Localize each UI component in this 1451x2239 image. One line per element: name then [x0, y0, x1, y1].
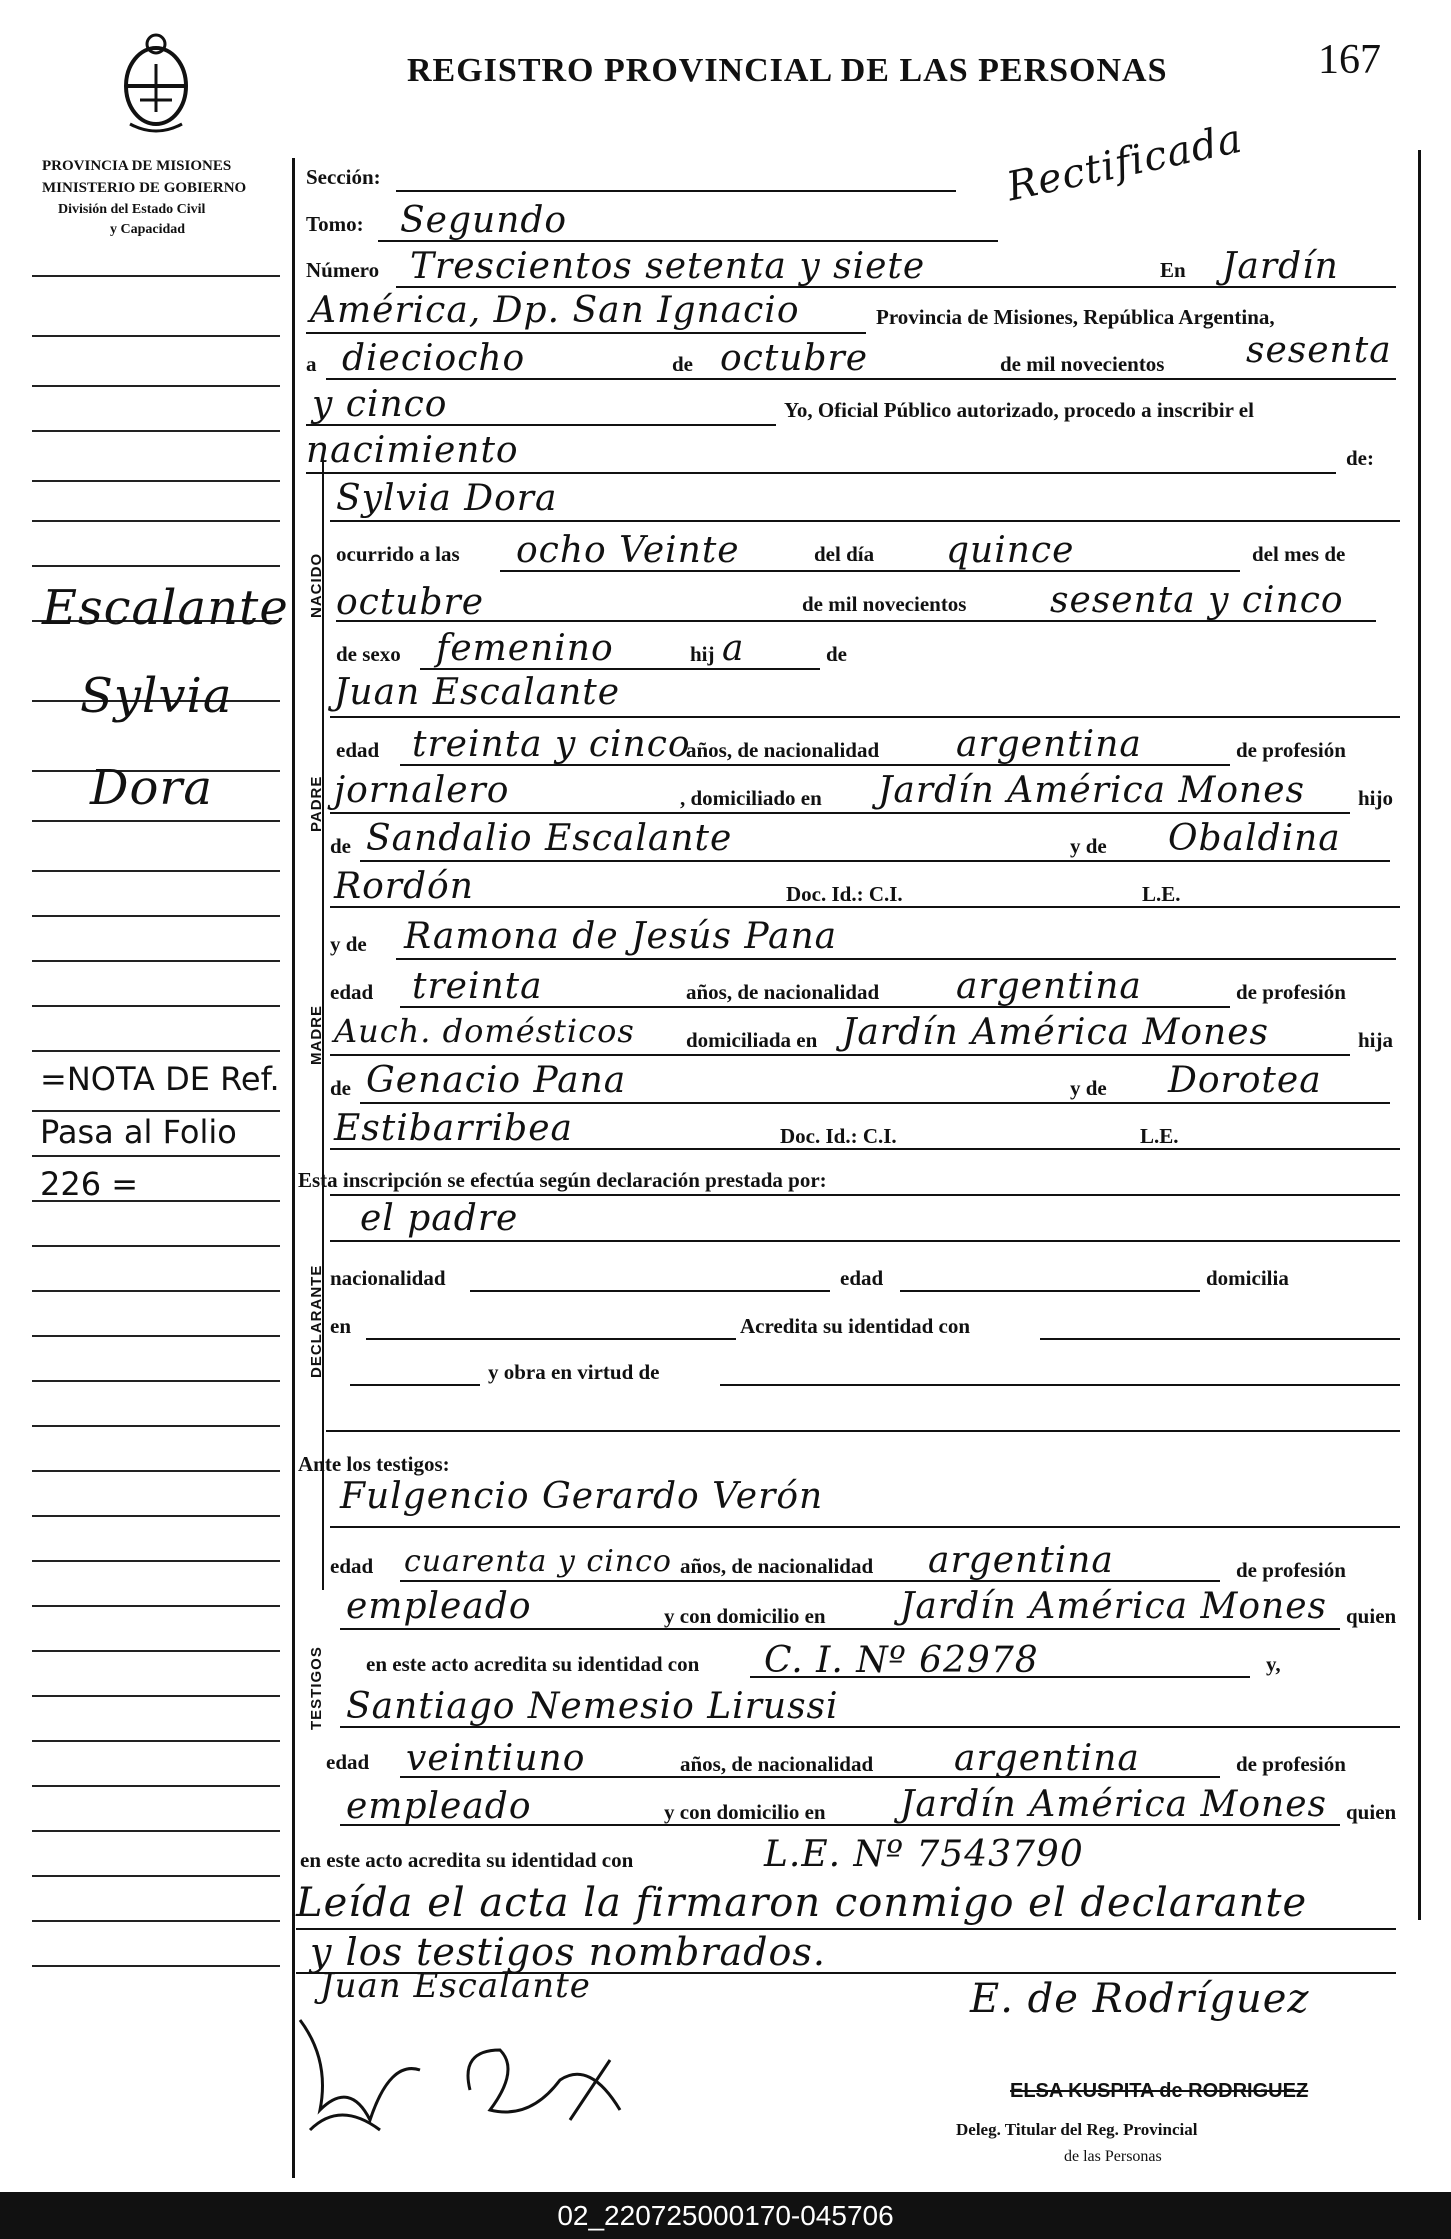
oficial-text: Yo, Oficial Público autorizado, procedo a inscribir el: [784, 398, 1254, 422]
tomo-label: Tomo:: [306, 212, 364, 236]
label-declarante: DECLARANTE: [308, 1264, 325, 1378]
de-mil-label: de mil novecientos: [802, 592, 967, 616]
side-note-surname: Escalante: [42, 580, 289, 636]
birth-month: octubre: [336, 582, 485, 623]
mother-doc-label: Doc. Id.: C.I.: [780, 1124, 897, 1148]
acto-value: nacimiento: [306, 430, 519, 471]
mother-le-label: L.E.: [1140, 1124, 1179, 1148]
agency-line-1: PROVINCIA DE MISIONES: [42, 158, 232, 174]
witness1-nationality: argentina: [928, 1540, 1114, 1581]
ocurrido-label: ocurrido a las: [336, 542, 460, 566]
maternal-grandmother-2: Estibarribea: [334, 1108, 573, 1149]
mother-nac-label: años, de nacionalidad: [686, 980, 880, 1004]
declarant-obra-label: y obra en virtud de: [488, 1360, 660, 1384]
side-note-ref-3: 226 =: [40, 1165, 139, 1203]
mil-label: de mil novecientos: [1000, 352, 1165, 376]
father-dom-label: , domiciliado en: [680, 786, 822, 810]
declarant-domicilia-label: domicilia: [1206, 1266, 1289, 1290]
father-age: treinta y cinco: [412, 724, 691, 765]
w2-nac-label: años, de nacionalidad: [680, 1752, 874, 1776]
label-madre: MADRE: [308, 1005, 325, 1065]
agency-line-4: y Capacidad: [110, 222, 186, 237]
del-dia-label: del día: [814, 542, 875, 566]
numero-label: Número: [306, 258, 380, 282]
provincia-text: Provincia de Misiones, República Argentina,: [876, 305, 1275, 329]
place-line-1: Jardín: [1222, 246, 1339, 287]
de-label-2: de: [826, 642, 847, 666]
closing-line-1: Leída el acta la firmaron conmigo el declarante: [296, 1880, 1308, 1926]
mother-age: treinta: [412, 966, 543, 1007]
rectificada-stamp: Rectificada: [1002, 115, 1247, 211]
hij-label: hij: [690, 642, 715, 666]
del-mes-label: del mes de: [1252, 542, 1346, 566]
witness1-profession: empleado: [346, 1586, 532, 1627]
official-stamp-title-1: Deleg. Titular del Reg. Provincial: [956, 2120, 1198, 2139]
witness1-name: Fulgencio Gerardo Verón: [340, 1476, 824, 1517]
inscripcion-text: Esta inscripción se efectúa según declaración prestada por:: [298, 1168, 827, 1192]
w1-edad-label: edad: [330, 1554, 374, 1578]
witness2-age: veintiuno: [406, 1738, 586, 1779]
side-note-name2: Dora: [90, 760, 213, 816]
label-testigos: TESTIGOS: [308, 1646, 325, 1730]
hijo-label: hijo: [1358, 786, 1394, 810]
hij-suffix: a: [722, 628, 745, 669]
declarant-acredita-label: Acredita su identidad con: [740, 1314, 971, 1338]
father-nac-label: años, de nacionalidad: [686, 738, 880, 762]
w1-acredita-label: en este acto acredita su identidad con: [366, 1652, 700, 1676]
label-nacido: NACIDO: [308, 552, 325, 618]
witness1-age: cuarenta y cinco: [404, 1544, 672, 1579]
registration-day: dieciocho: [342, 338, 526, 379]
witness2-profession: empleado: [346, 1786, 532, 1827]
mother-edad-label: edad: [330, 980, 374, 1004]
a-label: a: [306, 352, 317, 376]
de-label: de: [672, 352, 693, 376]
w1-dom-label: y con domicilio en: [664, 1604, 826, 1628]
de-small-label: de: [330, 834, 351, 858]
father-le-label: L.E.: [1142, 882, 1181, 906]
father-nationality: argentina: [956, 724, 1142, 765]
w1-y-label: y,: [1266, 1652, 1281, 1676]
mother-domicile: Jardín América Mones: [842, 1012, 1270, 1053]
w2-prof-label: de profesión: [1236, 1752, 1346, 1776]
side-note-ref-1: =NOTA DE Ref.: [40, 1060, 280, 1098]
sexo-label: de sexo: [336, 642, 401, 666]
witness1-id: C. I. Nº 62978: [764, 1640, 1039, 1681]
place-line-2: América, Dp. San Ignacio: [310, 290, 800, 331]
de-colon: de:: [1346, 446, 1374, 470]
sex-value: femenino: [436, 628, 614, 669]
father-prof-label: de profesión: [1236, 738, 1346, 762]
hija-label: hija: [1358, 1028, 1394, 1052]
declarant-nac-label: nacionalidad: [330, 1266, 446, 1290]
signature-scribble-1: [290, 2000, 430, 2140]
mother-prof-label: de profesión: [1236, 980, 1346, 1004]
father-name: Juan Escalante: [334, 672, 621, 713]
signature-father: Juan Escalante: [320, 1966, 591, 2006]
registration-year-1: sesenta: [1246, 330, 1392, 371]
birth-day: quince: [946, 530, 1075, 571]
mother-name: Ramona de Jesús Pana: [404, 916, 838, 957]
coat-of-arms-icon: [110, 28, 202, 138]
w1-nac-label: años, de nacionalidad: [680, 1554, 874, 1578]
declarant-edad-label: edad: [840, 1266, 884, 1290]
child-name: Sylvia Dora: [336, 478, 558, 519]
tomo-value: Segundo: [400, 200, 568, 241]
agency-line-2: MINISTERIO DE GOBIERNO: [42, 180, 247, 196]
mother-profession: Auch. domésticos: [334, 1012, 635, 1050]
witness2-domicile: Jardín América Mones: [900, 1784, 1328, 1825]
side-note-ref-2: Pasa al Folio: [40, 1113, 237, 1151]
w2-quien-label: quien: [1346, 1800, 1397, 1824]
maternal-grandfather: Genacio Pana: [366, 1060, 627, 1101]
label-padre: PADRE: [308, 775, 325, 832]
registration-month: octubre: [720, 338, 869, 379]
w2-dom-label: y con domicilio en: [664, 1800, 826, 1824]
mother-y-de-label: y de: [330, 932, 367, 956]
registration-year-2: y cinco: [312, 384, 448, 425]
maternal-grandmother-1: Dorotea: [1168, 1060, 1322, 1101]
numero-value: Trescientos setenta y siete: [410, 246, 926, 287]
mother-dom-label: domiciliada en: [686, 1028, 818, 1052]
left-margin-border: [292, 158, 295, 2178]
mother-nationality: argentina: [956, 966, 1142, 1007]
mother-y-de-2: y de: [1070, 1076, 1107, 1100]
father-profession: jornalero: [334, 770, 510, 811]
official-stamp-title-2: de las Personas: [1064, 2148, 1162, 2165]
father-domicile: Jardín América Mones: [878, 770, 1306, 811]
folio-number: 167: [1318, 37, 1381, 83]
w1-prof-label: de profesión: [1236, 1558, 1346, 1582]
signature-scribble-2: [450, 2030, 630, 2140]
w2-edad-label: edad: [326, 1750, 370, 1774]
w2-acredita-label: en este acto acredita su identidad con: [300, 1848, 634, 1872]
paternal-grandmother-2: Rordón: [334, 866, 474, 907]
declarant-en-label: en: [330, 1314, 351, 1338]
paternal-grandfather: Sandalio Escalante: [366, 818, 733, 859]
father-doc-label: Doc. Id.: C.I.: [786, 882, 903, 906]
father-edad-label: edad: [336, 738, 380, 762]
page-title: REGISTRO PROVINCIAL DE LAS PERSONAS: [407, 52, 1168, 89]
testigos-label: Ante los testigos:: [298, 1452, 450, 1476]
witness2-id: L.E. Nº 7543790: [764, 1834, 1084, 1875]
en-label: En: [1160, 258, 1186, 282]
closing-line-2: y los testigos nombrados.: [310, 1930, 826, 1974]
signature-official: E. de Rodríguez: [970, 1976, 1310, 2022]
witness2-nationality: argentina: [954, 1738, 1140, 1779]
y-de-label: y de: [1070, 834, 1107, 858]
witness2-name: Santiago Nemesio Lirussi: [346, 1686, 839, 1727]
w1-quien-label: quien: [1346, 1604, 1397, 1628]
right-margin-border: [1418, 150, 1421, 1920]
image-id-footer: 02_220725000170-045706: [0, 2192, 1451, 2239]
paternal-grandmother-1: Obaldina: [1168, 818, 1341, 859]
witness1-domicile: Jardín América Mones: [900, 1586, 1328, 1627]
mother-de-label: de: [330, 1076, 351, 1100]
side-note-name1: Sylvia: [80, 668, 233, 724]
birth-year: sesenta y cinco: [1050, 580, 1344, 621]
official-stamp-name: ELSA KUSPITA de RODRIGUEZ: [1010, 2080, 1309, 2102]
declarant-value: el padre: [360, 1198, 519, 1239]
seccion-label: Sección:: [306, 165, 381, 189]
birth-time: ocho Veinte: [516, 530, 740, 571]
agency-line-3: División del Estado Civil: [58, 202, 206, 217]
